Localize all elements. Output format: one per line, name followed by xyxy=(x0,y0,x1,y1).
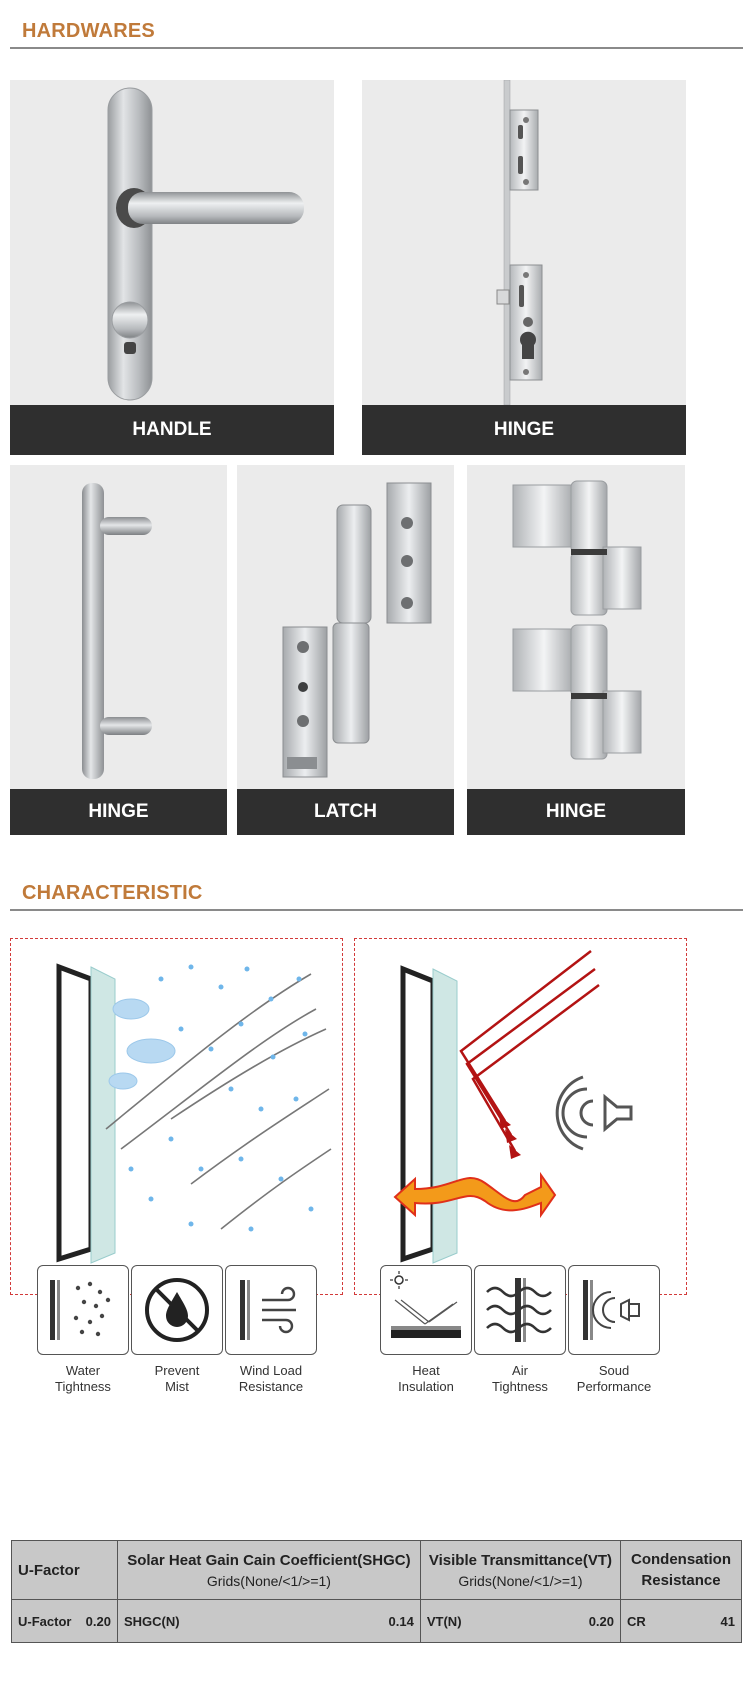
header-cr-line2: Resistance xyxy=(641,1572,721,1589)
feature-sound-performance xyxy=(568,1265,660,1395)
water-drops-icon xyxy=(38,1266,128,1354)
product-card-handle[interactable] xyxy=(10,80,334,455)
feature-label: Air Tightness xyxy=(492,1363,548,1394)
cell-cr xyxy=(621,1600,742,1643)
section-title-hardwares: HARDWARES xyxy=(22,20,155,42)
product-label: HINGE xyxy=(10,789,227,835)
vt-label: VT(N) xyxy=(426,1613,462,1629)
heat-insulation-illustration xyxy=(355,939,686,1294)
cell-u-factor xyxy=(12,1600,118,1643)
u-factor-label: U-Factor xyxy=(18,1613,72,1629)
shgc-label: SHGC(N) xyxy=(123,1613,180,1629)
rain-wind-illustration xyxy=(11,939,342,1294)
product-card-pull-bar[interactable] xyxy=(10,465,227,835)
weather-illustration-panel xyxy=(10,938,343,1295)
vt-value: 0.20 xyxy=(588,1613,615,1629)
header-shgc-title: Solar Heat Gain Cain Coefficient(SHGC) xyxy=(127,1551,411,1569)
product-card-latch[interactable] xyxy=(237,465,454,835)
door-handle-image xyxy=(10,80,334,405)
section-divider xyxy=(10,47,743,49)
u-factor-value: 0.20 xyxy=(85,1613,111,1629)
product-label: HANDLE xyxy=(10,405,334,455)
sun-reflection-icon xyxy=(381,1266,471,1354)
no-mist-icon xyxy=(132,1266,222,1354)
feature-air-tightness xyxy=(474,1265,566,1395)
feature-prevent-mist xyxy=(131,1265,223,1395)
header-condensation xyxy=(621,1541,742,1600)
product-card-lock[interactable] xyxy=(362,80,686,455)
product-label: LATCH xyxy=(237,789,454,835)
shgc-value: 0.14 xyxy=(388,1613,414,1629)
speaker-icon xyxy=(569,1266,659,1354)
feature-water-tightness xyxy=(37,1265,129,1395)
section-title-characteristic: CHARACTERISTIC xyxy=(22,882,203,904)
lift-off-hinge-image xyxy=(237,465,454,785)
performance-spec-table xyxy=(11,1540,742,1643)
heat-sound-illustration-panel xyxy=(354,938,687,1295)
cell-shgc xyxy=(117,1600,420,1643)
feature-label: Heat Insulation xyxy=(398,1363,454,1394)
cr-value: 41 xyxy=(720,1613,735,1629)
feature-label: Water Tightness xyxy=(55,1363,111,1394)
pull-bar-handle-image xyxy=(10,465,227,785)
speaker-icon xyxy=(557,1077,631,1149)
header-u-factor: U-Factor xyxy=(12,1541,118,1600)
header-shgc-grids: Grids(None/<1/>=1) xyxy=(206,1572,331,1589)
product-label: HINGE xyxy=(467,789,685,835)
table-header-row xyxy=(12,1541,742,1600)
feature-label: Prevent Mist xyxy=(154,1363,200,1394)
air-wave-icon xyxy=(475,1266,565,1354)
section-divider xyxy=(10,909,743,911)
product-card-barrel-hinge[interactable] xyxy=(467,465,685,835)
header-vt xyxy=(420,1541,620,1600)
multipoint-lock-image xyxy=(362,80,686,405)
cr-label: CR xyxy=(627,1613,646,1629)
feature-wind-load-resistance xyxy=(225,1265,317,1395)
barrel-hinge-image xyxy=(467,465,685,785)
feature-label: Wind Load Resistance xyxy=(238,1363,304,1394)
header-shgc xyxy=(117,1541,420,1600)
header-vt-grids: Grids(None/<1/>=1) xyxy=(458,1572,583,1589)
product-label: HINGE xyxy=(362,405,686,455)
header-vt-title: Visible Transmittance(VT) xyxy=(428,1551,612,1569)
wind-icon xyxy=(226,1266,316,1354)
feature-label: Soud Performance xyxy=(576,1363,652,1394)
table-row xyxy=(12,1600,742,1643)
header-cr-line1: Condensation xyxy=(631,1551,731,1568)
feature-heat-insulation xyxy=(380,1265,472,1395)
cell-vt xyxy=(420,1600,620,1643)
